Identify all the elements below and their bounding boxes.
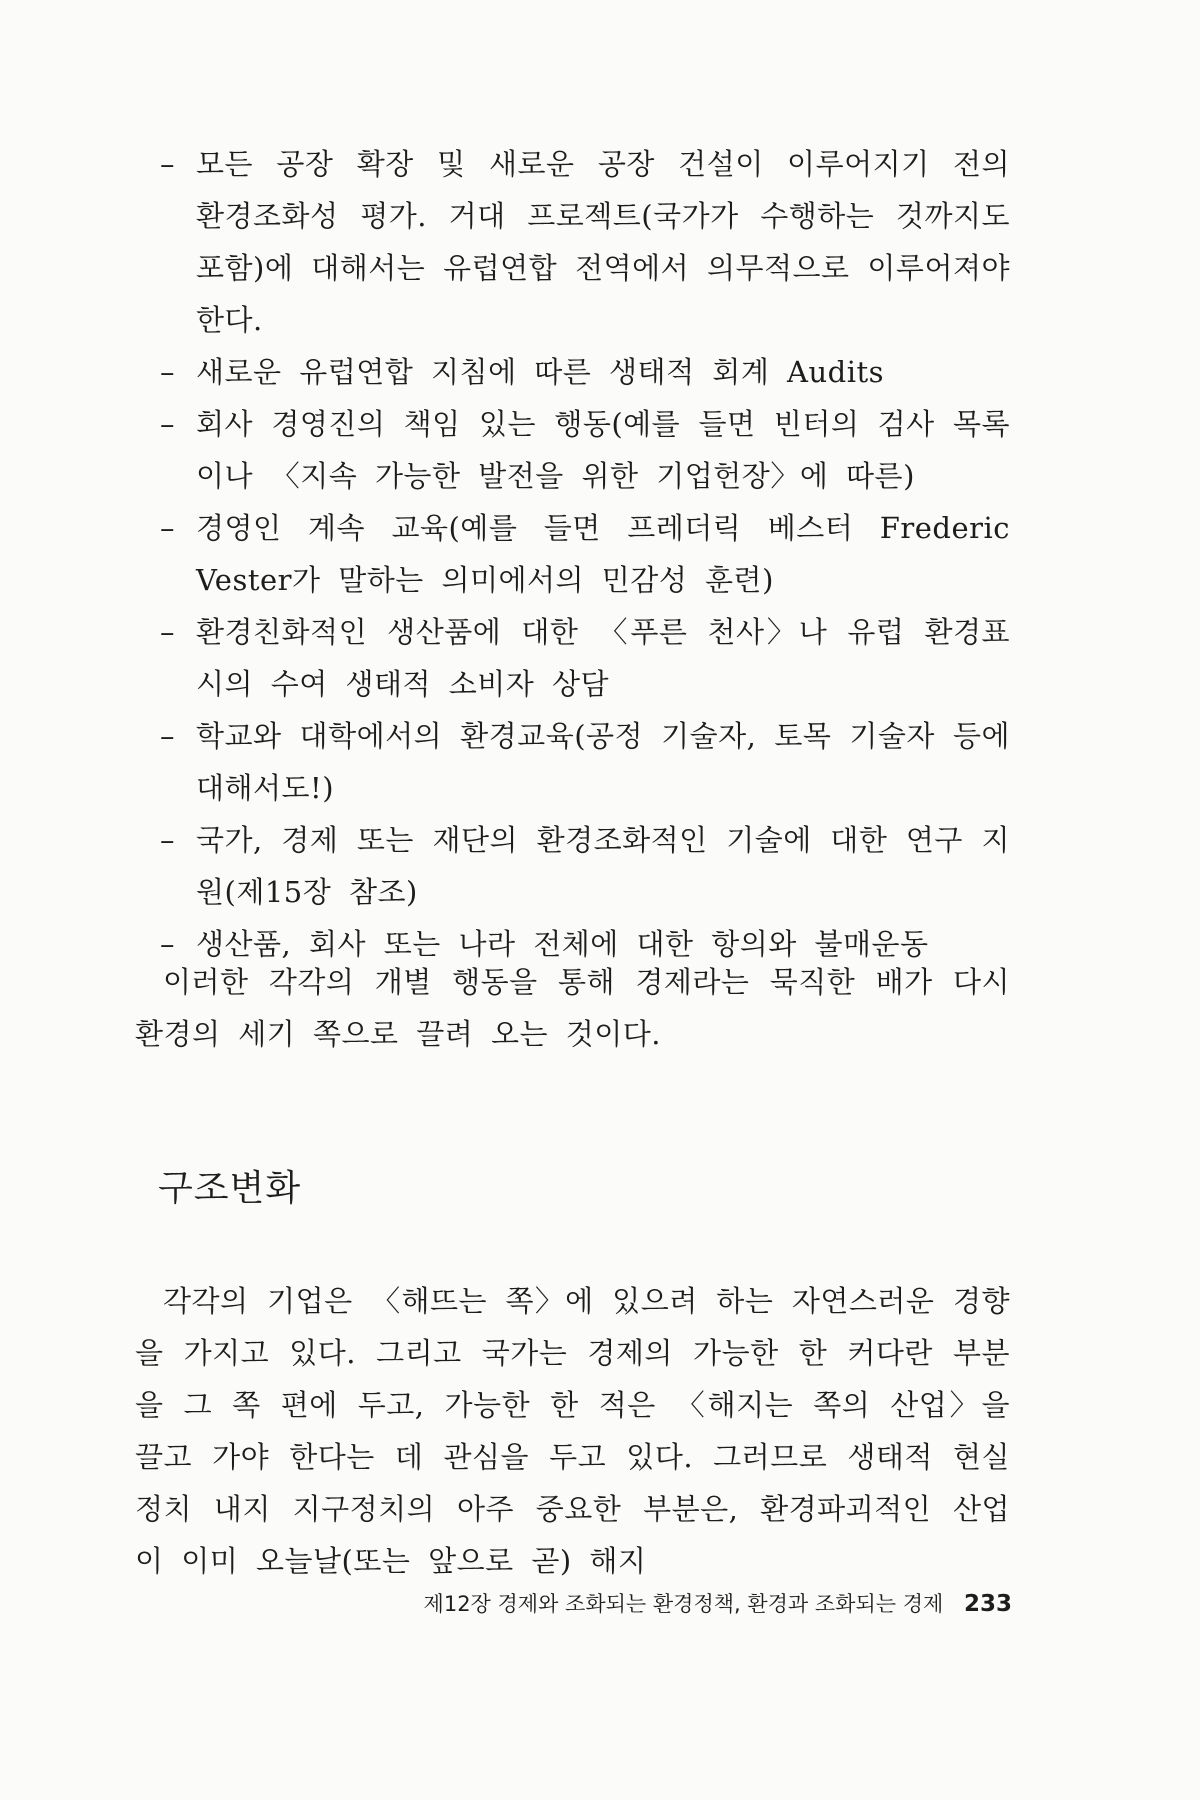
bullet-text: 새로운 유럽연합 지침에 따른 생태적 회계 Audits — [196, 355, 885, 389]
bullet-dash: – — [160, 823, 175, 857]
body-paragraph: 이러한 각각의 개별 행동을 통해 경제라는 묵직한 배가 다시 환경의 세기 쪽으로 끌려 오는 것이다. — [135, 965, 1010, 1051]
bullet-dash: – — [160, 615, 175, 649]
bullet-dash: – — [160, 407, 175, 441]
bullet-item — [160, 502, 1010, 606]
bullet-text: 환경친화적인 생산품에 대한 〈푸른 천사〉나 유럽 환경표시의 수여 생태적 소비자 상담 — [196, 615, 1010, 701]
body-paragraph: 각각의 기업은 〈해뜨는 쪽〉에 있으려 하는 자연스러운 경향을 가지고 있다. 그리고 국가는 경제의 가능한 한 커다란 부분을 그 쪽 편에 두고, 가능한 한 적은 〈해지는 쪽의 산업〉을 끌고 가야 한다는 데 관심을 두고 있다. 그러므로 생태적 현실 정치 내지 지구정치의 아주 중요한 부분은, 환경파괴적인 산업이 이미 오늘날(또는 앞으로 곧) 해지 — [135, 1284, 1010, 1578]
bullet-dash: – — [160, 927, 175, 961]
bullet-item — [160, 710, 1010, 814]
bullet-text: 생산품, 회사 또는 나라 전체에 대한 항의와 불매운동 — [196, 927, 929, 961]
bullet-text: 학교와 대학에서의 환경교육(공정 기술자, 토목 기술자 등에 대해서도!) — [196, 719, 1010, 805]
bullet-list — [160, 138, 1010, 970]
bullet-dash: – — [160, 147, 175, 181]
bullet-dash: – — [160, 355, 175, 389]
bullet-item — [160, 138, 1010, 346]
running-footer-title: 제12장 경제와 조화되는 환경정책, 환경과 조화되는 경제 — [423, 1592, 944, 1616]
bullet-item — [160, 398, 1010, 502]
bullet-text: 회사 경영진의 책임 있는 행동(예를 들면 빈터의 검사 목록이나 〈지속 가능한 발전을 위한 기업헌장〉에 따른) — [196, 407, 1010, 493]
bullet-dash: – — [160, 719, 175, 753]
bullet-item — [160, 606, 1010, 710]
bullet-item — [160, 814, 1010, 918]
bullet-item — [160, 346, 1010, 398]
bullet-text: 모든 공장 확장 및 새로운 공장 건설이 이루어지기 전의 환경조화성 평가. 거대 프로젝트(국가가 수행하는 것까지도 포함)에 대해서는 유럽연합 전역에서 의무적으로 이루어져야 한다. — [196, 147, 1010, 337]
section-heading: 구조변화 — [158, 1168, 302, 1209]
bullet-text: 국가, 경제 또는 재단의 환경조화적인 기술에 대한 연구 지원(제15장 참조) — [196, 823, 1010, 909]
page-number: 233 — [963, 1591, 1012, 1617]
page-footer — [424, 1588, 1012, 1618]
bullet-dash: – — [160, 511, 175, 545]
bullet-text: 경영인 계속 교육(예를 들면 프레더릭 베스터 Frederic Vester가 말하는 의미에서의 민감성 훈련) — [196, 511, 1010, 597]
